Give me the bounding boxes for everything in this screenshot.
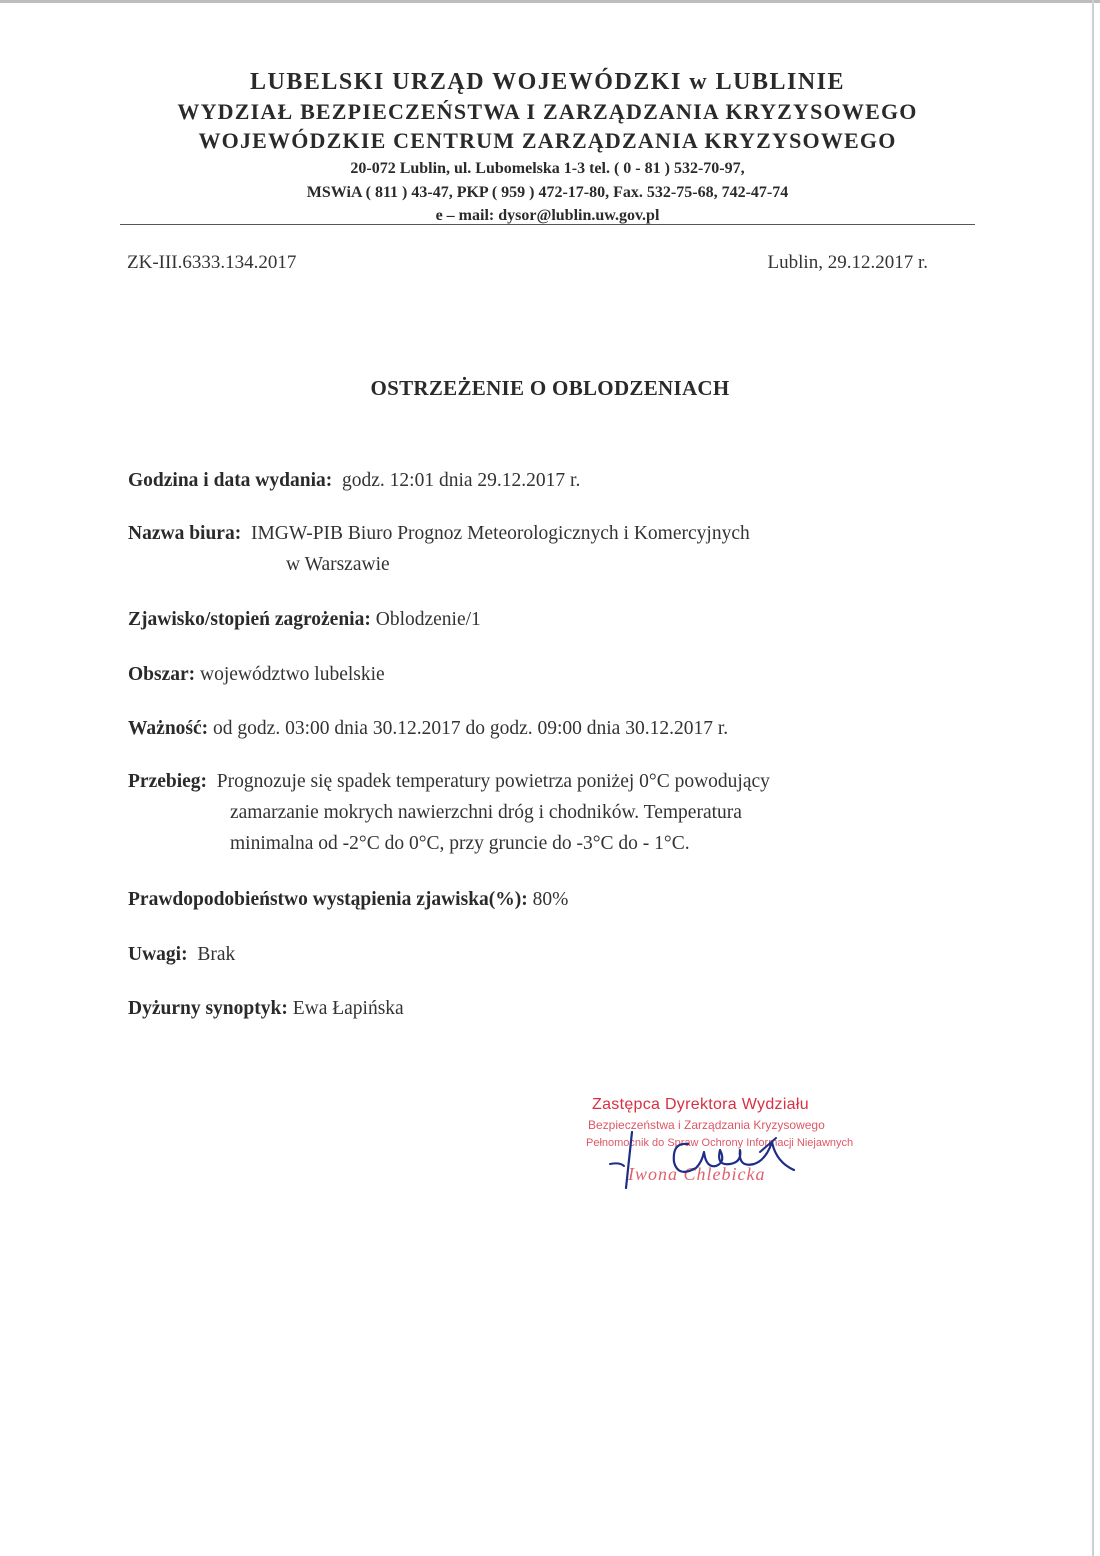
field-forecaster [128,993,968,1024]
field-validity-label: Ważność: [128,718,209,739]
scan-top-border [0,0,1100,3]
field-phenomenon [128,604,968,635]
field-validity-value: od godz. 03:00 dnia 30.12.2017 do godz. 09:00 dnia 30.12.2017 r. [213,718,729,739]
reference-number: ZK-III.6333.134.2017 [127,252,297,273]
handwritten-signature [580,1092,830,1192]
field-course-text1: Prognozuje się spadek temperatury powietrza poniżej 0°C powodujący [216,771,770,792]
official-stamp [580,1092,854,1192]
field-forecaster-label: Dyżurny synoptyk: [128,998,288,1019]
letterhead-phones: MSWiA ( 811 ) 43-47, PKP ( 959 ) 472-17-80, Fax. 532-75-68, 742-47-74 [306,184,789,201]
field-probability-value: 80% [532,889,569,910]
letterhead-center: WOJEWÓDZKIE CENTRUM ZARZĄDZANIA KRYZYSOWEGO [198,128,897,153]
field-remarks [128,939,968,970]
field-course-label: Przebieg: [128,771,208,792]
letterhead-office: LUBELSKI URZĄD WOJEWÓDZKI w LUBLINIE [249,69,846,95]
field-issued-value: godz. 12:01 dnia 29.12.2017 r. [342,470,581,491]
field-area [128,659,968,690]
field-office [128,518,968,580]
field-office-label: Nazwa biura: [128,523,242,544]
stamp-department: Bezpieczeństwa i Zarządzania Kryzysowego [588,1118,825,1132]
field-phenomenon-label: Zjawisko/stopień zagrożenia: [128,609,371,630]
field-phenomenon-value: Oblodzenie/1 [375,609,481,630]
field-validity [128,713,968,744]
field-probability [128,884,968,915]
field-area-label: Obszar: [128,664,196,685]
field-remarks-label: Uwagi: [128,944,188,965]
letterhead [120,68,975,227]
field-course-line3: minimalna od -2°C do 0°C, przy gruncie do -3°C do - 1°C. [230,833,690,854]
letterhead-department: WYDZIAŁ BEZPIECZEŃSTWA I ZARZĄDZANIA KRYZYSOWEGO [177,99,918,124]
letterhead-address: 20-072 Lublin, ul. Lubomelska 1-3 tel. ( 0 - 81 ) 532-70-97, [350,160,745,177]
field-office-line1 [128,518,968,549]
stamp-name: Iwona Chlebicka [628,1164,766,1184]
field-remarks-value: Brak [197,944,236,965]
field-office-value: IMGW-PIB Biuro Prognoz Meteorologicznych i Komercyjnych [250,523,750,544]
field-course-line2: zamarzanie mokrych nawierzchni dróg i chodników. Temperatura [230,802,742,823]
field-forecaster-value: Ewa Łapińska [292,998,404,1019]
stamp-role: Pełnomocnik do Spraw Ochrony Informacji Niejawnych [586,1137,854,1149]
field-issued-label: Godzina i data wydania: [128,470,333,491]
field-course-line1 [128,766,968,797]
document-title: OSTRZEŻENIE O OBLODZENIACH [370,376,730,400]
stamp-title: Zastępca Dyrektora Wydziału [592,1096,809,1113]
field-course [128,766,968,859]
field-issued [128,465,968,496]
field-probability-label: Prawdopodobieństwo wystąpienia zjawiska(%): [128,889,528,910]
letterhead-divider [120,224,975,225]
field-area-value: województwo lubelskie [200,664,385,685]
scan-right-edge [1092,0,1094,1556]
field-office-line2: w Warszawie [286,554,390,575]
letterhead-email: e – mail: dysor@lublin.uw.gov.pl [435,207,660,224]
place-and-date: Lublin, 29.12.2017 r. [767,252,928,273]
